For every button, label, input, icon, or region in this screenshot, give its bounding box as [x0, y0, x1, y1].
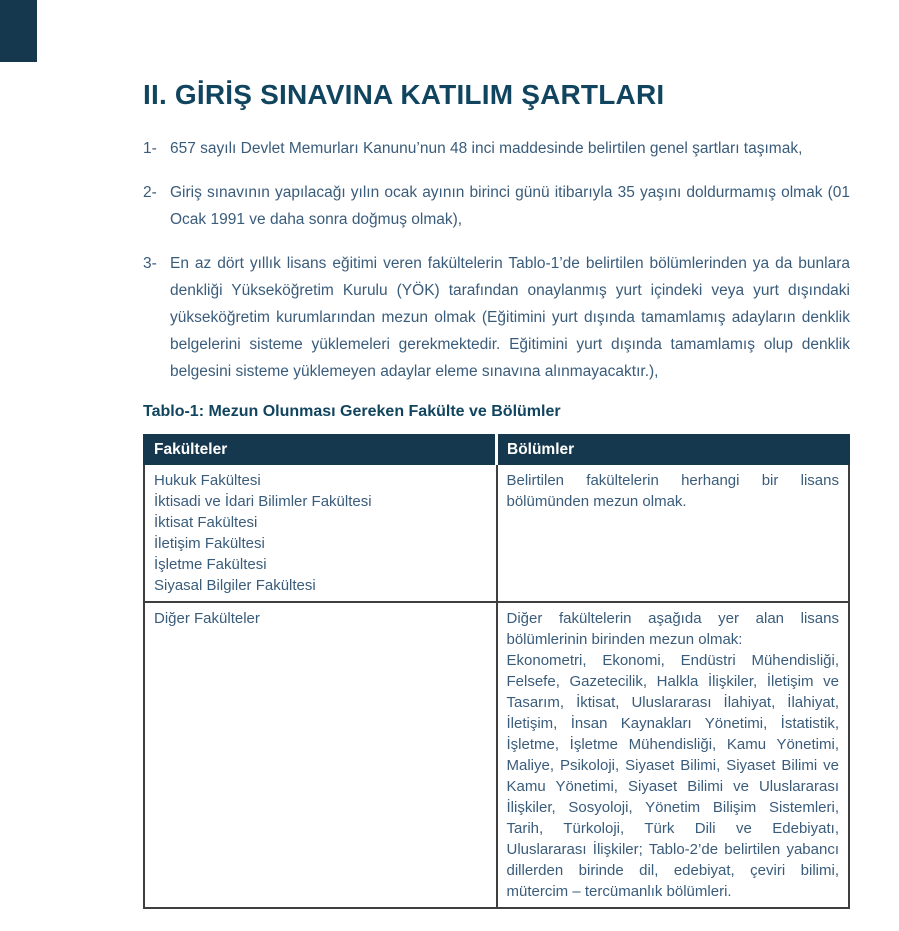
requirement-number: 1- — [143, 140, 157, 157]
faculty-item: İşletme Fakültesi — [154, 556, 267, 573]
other-departments-cell — [497, 602, 850, 908]
table-caption: Tablo-1: Mezun Olunması Gereken Fakülte ve Bölümler — [143, 403, 561, 420]
departments-intro: Diğer fakültelerin aşağıda yer alan lisans bölümlerinin birinden mezun olmak: — [506, 610, 839, 648]
page-title: II. GİRİŞ SINAVINA KATILIM ŞARTLARI — [143, 79, 665, 110]
faculty-item: İktisadi ve İdari Bilimler Fakültesi — [154, 493, 372, 510]
departments-description-cell: Belirtilen fakültelerin herhangi bir lisans bölümünden mezun olmak. — [497, 464, 850, 602]
requirement-text: 657 sayılı Devlet Memurları Kanunu’nun 48 inci maddesinde belirtilen genel şartları taşımak, — [170, 140, 803, 157]
faculty-item: İletişim Fakültesi — [154, 535, 265, 552]
other-faculties-cell: Diğer Fakülteler — [144, 602, 497, 908]
requirement-item-3 — [143, 250, 850, 385]
table-header-row — [144, 435, 849, 464]
departments-list: Ekonometri, Ekonomi, Endüstri Mühendisliği, Felsefe, Gazetecilik, Halkla İlişkiler, İletişim ve Tasarım, İktisat, Uluslararası İlahiyat, İlahiyat, İletişim, İnsan Kaynakları Yönetimi, İstatistik, İşletme, İşletme Mühendisliği, Kamu Yönetimi, Maliye, Psikoloji, Siyaset Bilimi, Siyaset Bilimi ve Kamu Yönetimi, Siyaset Bilimi ve Uluslararası İlişkiler, Sosyoloji, Yönetim Bilişim Sistemleri, Tarih, Türkoloji, Türk Dili ve Edebiyatı, Uluslararası İlişkiler; Tablo-2’de belirtilen yabancı dillerden birinde dil, edebiyat, çeviri bilimi, mütercim – tercümanlık bölümleri. — [506, 652, 839, 900]
faculty-list-cell — [144, 464, 497, 602]
page-corner-accent — [0, 0, 37, 62]
requirement-item-2 — [143, 179, 850, 233]
requirement-number: 3- — [143, 255, 157, 272]
requirement-number: 2- — [143, 184, 157, 201]
faculty-item: Hukuk Fakültesi — [154, 472, 261, 489]
column-header-faculties: Fakülteler — [144, 435, 497, 464]
requirement-text: En az dört yıllık lisans eğitimi veren fakültelerin Tablo-1’de belirtilen bölümlerinden ya da bunlara denkliği Yükseköğretim Kurulu (YÖK) tarafından onaylanmış yurt içindeki veya yurt dışındaki yükseköğretim kurumlarından mezun olmak (Eğitimini yurt dışında tamamlamış adayların denklik belgelerini sisteme yüklemeleri gerekmektedir. Eğitimini yurt dışında tamamlamış olup denklik belgesini sisteme yüklemeyen adaylar eleme sınavına alınmayacaktır.), — [170, 255, 850, 380]
requirement-item-1 — [143, 135, 850, 162]
faculty-item: İktisat Fakültesi — [154, 514, 258, 531]
page-content — [143, 0, 850, 909]
requirements-list — [143, 135, 850, 385]
faculty-item: Siyasal Bilgiler Fakültesi — [154, 577, 316, 594]
requirement-text: Giriş sınavının yapılacağı yılın ocak ayının birinci günü itibarıyla 35 yaşını doldurmamış olmak (01 Ocak 1991 ve daha sonra doğmuş olmak), — [170, 184, 850, 228]
faculties-departments-table — [143, 434, 850, 909]
table-row-other-faculties — [144, 602, 849, 908]
column-header-departments: Bölümler — [497, 435, 850, 464]
table-row-listed-faculties — [144, 464, 849, 602]
